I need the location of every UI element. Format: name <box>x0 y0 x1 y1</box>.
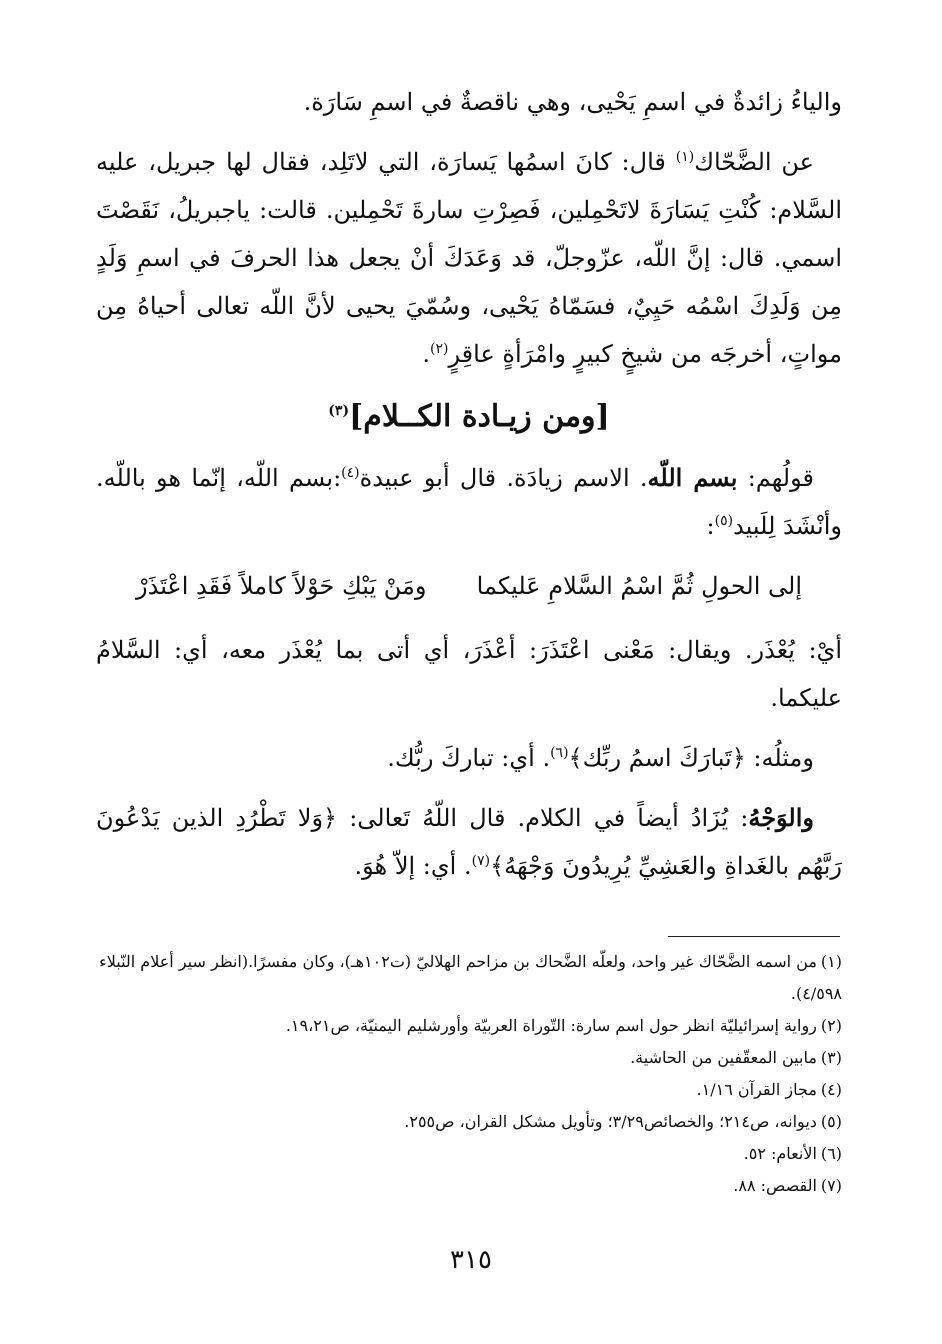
paragraph-bismillah-lead: قولُهم: <box>737 464 814 492</box>
verse-second-hemistich: ومَنْ يَبْكِ حَوْلاً كاملاً فَقَدِ اعْتَذَرْ <box>136 572 427 600</box>
paragraph-wajh-text: : يُزَادُ أيضاً في الكلام. قال اللّهُ تَعالى: ﴿وَلا تَطْرُدِ الذين يَدْعُونَ رَبَّهُم بالغَداةِ والعَشِيِّ يُرِيدُونَ وَجْهَهُ﴾ <box>96 804 842 880</box>
paragraph-dahhak-text: عن الضَّحّاك <box>694 148 815 176</box>
section-heading <box>96 392 842 442</box>
footnote-number: (٤) <box>820 1080 842 1099</box>
footnote-text: مجاز القرآن ١/١٦. <box>696 1080 817 1099</box>
footnote-text: الأنعام: ٥٢. <box>743 1144 817 1163</box>
main-text <box>96 78 842 890</box>
opening-line: والياءُ زائدةٌ في اسمِ يَحْيى، وهي ناقصةٌ في اسمِ سَارَة. <box>303 88 842 116</box>
section-heading-text: [ومن زيـادة الكــلام] <box>349 399 610 434</box>
paragraph-example <box>96 734 842 782</box>
footnote-number: (٥) <box>820 1112 842 1131</box>
footnote-ref-1: (١) <box>675 149 695 165</box>
keyword-wajh: والوَجْهُ <box>748 803 814 832</box>
paragraph-dahhak-end: . <box>422 340 430 368</box>
footnotes <box>96 946 842 1202</box>
footnote-number: (٢) <box>820 1016 842 1035</box>
footnote-number: (١) <box>820 952 842 971</box>
paragraph-bismillah <box>96 454 842 550</box>
poetry-verse <box>96 550 842 614</box>
footnote-number: (٧) <box>820 1176 842 1195</box>
footnote <box>96 1010 842 1042</box>
footnote-separator <box>668 936 840 937</box>
footnote <box>96 1106 842 1138</box>
paragraph-dahhak-text-2: قال: كانَ اسمُها يَسارَة، التي لاتَلِد، فقال لها جبريل، عليه السَّلام: كُنْتِ يَسَارَةَ لاتَحْمِلين، فَصِرْتِ سارةَ تَحْمِلين. قالت: ياجبريلُ، نَقَصْتَ اسمي. قال: إنَّ اللّه، عزّوجلّ، قد وَعَدَكَ أنْ يجعل هذا الحرفَ في اسمِ وَلَدٍ مِن وَلَدِكَ اسْمُه حَيِيٌ، فسَمّاهُ يَحْيى، وسُمّيَ يحيى لأنَّ اللّه تعالى أحياهُ مِن مواتٍ، أخرجَه من شيخٍ كبيرٍ وامْرَأةٍ عاقِرٍ <box>96 148 842 368</box>
footnote <box>96 946 842 1010</box>
paragraph-bismillah-text: . الاسم زيادَة. قال أبو عبيدة <box>359 464 648 492</box>
paragraph-bismillah-end: : <box>706 512 715 540</box>
footnote <box>96 1074 842 1106</box>
footnote-number: (٣) <box>820 1048 842 1067</box>
paragraph-wajh <box>96 794 842 890</box>
paragraph-dahhak <box>96 138 842 378</box>
footnote-text: القصص: ٨٨. <box>733 1176 817 1195</box>
footnote-ref-4: (٤) <box>341 465 360 481</box>
footnote-ref-5: (٥) <box>714 513 734 529</box>
paragraph-explanation: أيْ: يُعْذَر. ويقال: مَعْنى اعْتَذَرَ: أعْذَرَ، أي أتى بما يُعْذَر معه، أي: السَّلامُ عليكما. <box>96 636 842 712</box>
keyword-bismillah: بسم اللّه <box>647 463 738 492</box>
footnote-number: (٦) <box>820 1144 842 1163</box>
footnote <box>96 1170 842 1202</box>
footnote-ref-6: (٦) <box>550 745 569 761</box>
paragraph-bismillah-text-2: :بسم اللّه، إنّما هو باللّه. وأنْشَدَ لِلَبيد <box>96 464 842 540</box>
footnote-ref-3: (٣) <box>328 403 350 419</box>
footnote-text: مابين المعقّفين من الحاشية. <box>630 1048 817 1067</box>
paragraph-example-end: . أي: تباركَ ربُّك. <box>387 744 551 772</box>
verse-first-hemistich: إلى الحولِ ثُمَّ اسْمُ السَّلامِ عَليكما <box>476 572 802 600</box>
paragraph-example-text: ومثلُه: ﴿تَبارَكَ اسمُ ربِّك﴾ <box>568 744 814 772</box>
paragraph-wajh-end: . أي: إلاّ هُوَ. <box>354 852 472 880</box>
footnote-text: من اسمه الضَّحّاك غير واحد، ولعلّه الضَّحاك بن مزاحم الهلاليّ (ت١٠٢هـ)، وكان مفسرًا.(انظر سير أعلام النّبلاء ٤/٥٩٨). <box>99 952 842 1003</box>
footnote-text: رواية إسرائيليّة انظر حول اسم سارة: التّوراة العربيّة وأورشليم اليمنيّة، ص١٩،٢١. <box>285 1016 817 1035</box>
footnote-text: ديوانه، ص٢١٤؛ والخصائص٣/٢٩؛ وتأويل مشكل القران، ص٢٥٥. <box>404 1112 817 1131</box>
footnote <box>96 1138 842 1170</box>
footnote-ref-7: (٧) <box>471 853 491 869</box>
page-number: ٣١٥ <box>450 1245 492 1275</box>
footnote <box>96 1042 842 1074</box>
footnote-ref-2: (٢) <box>429 341 449 357</box>
